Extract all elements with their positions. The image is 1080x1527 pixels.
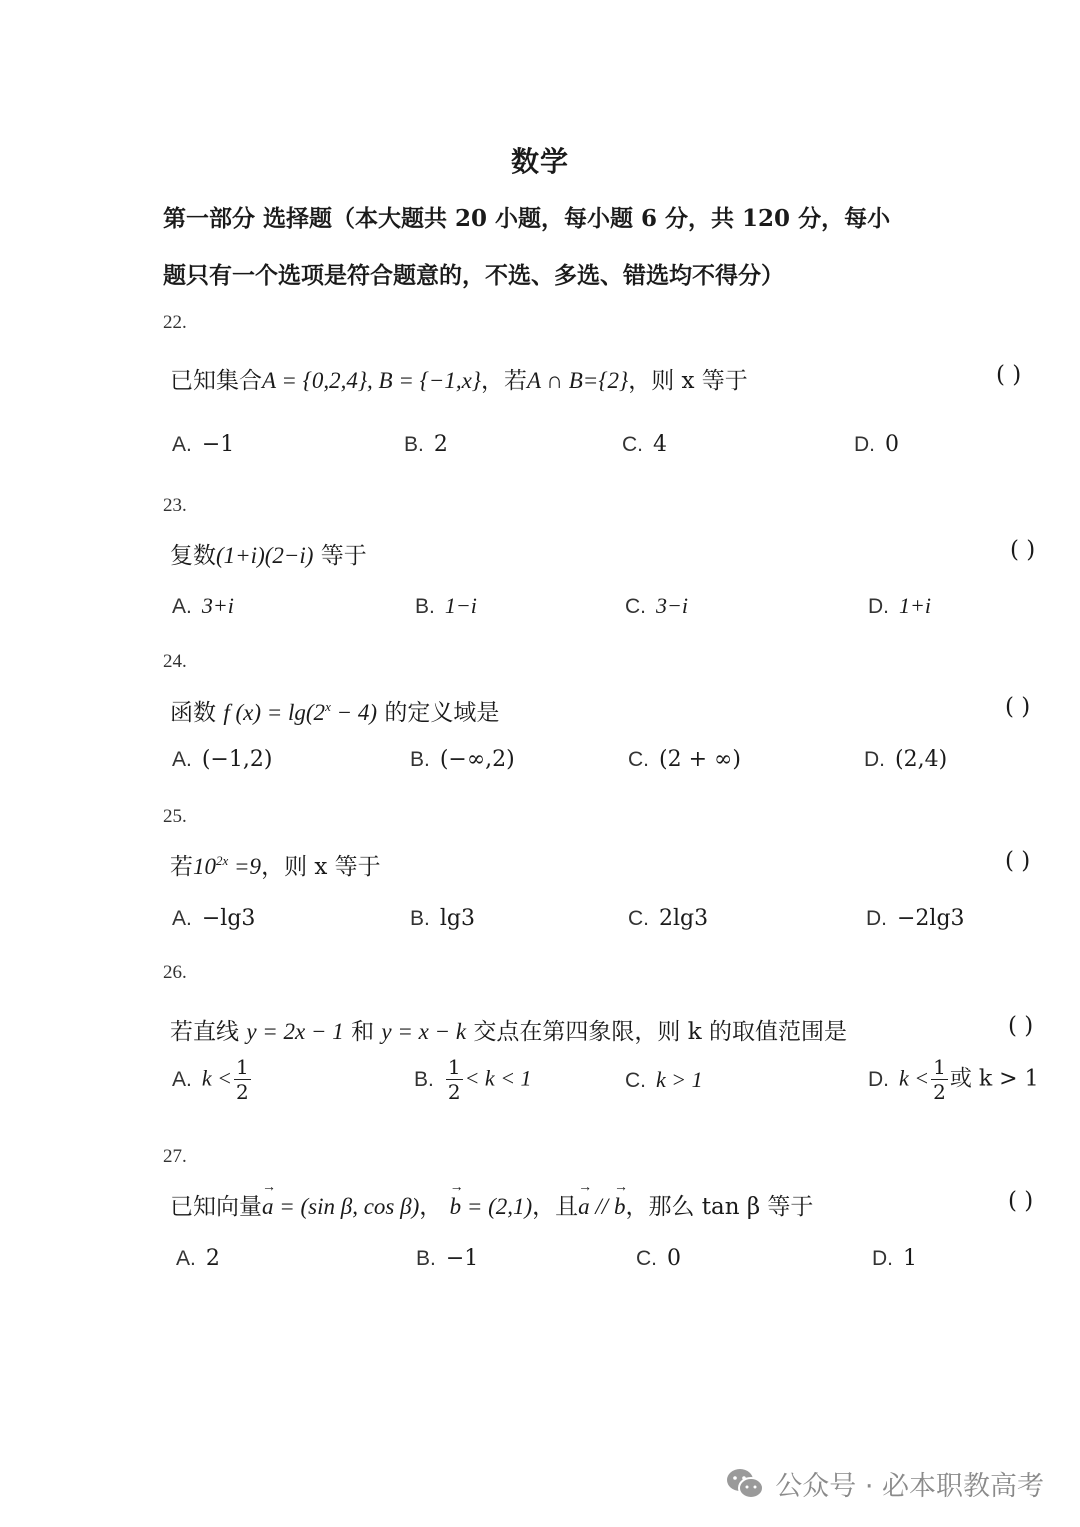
- option-d: D. 1+i: [868, 593, 931, 618]
- question-number: 26.: [163, 962, 187, 983]
- option-a: A. k < $\frac{1}{2}$: [172, 1055, 249, 1104]
- vector-a: → a: [578, 1194, 590, 1220]
- option-b: B. lg3: [410, 906, 475, 931]
- option-a: A. −1: [172, 432, 235, 457]
- section-header-line2: 题只有一个选项是符合题意的，不选、多选、错选均不得分）: [163, 262, 784, 289]
- option-d: D. 1: [872, 1246, 917, 1271]
- option-b: B. 2: [404, 432, 448, 457]
- option-d: D. −2lg3: [866, 906, 965, 931]
- option-a: A. 3+i: [172, 593, 234, 618]
- page-title: 数学: [510, 145, 569, 178]
- option-d: D. (2,4): [864, 747, 948, 772]
- option-c: C. 4: [622, 432, 667, 457]
- answer-bracket: ( ): [1008, 1013, 1034, 1039]
- option-c: C. 0: [636, 1246, 681, 1271]
- answer-bracket: ( ): [1005, 694, 1031, 720]
- answer-bracket: ( ): [996, 362, 1022, 388]
- watermark: [725, 1464, 1044, 1503]
- question-number: 25.: [163, 806, 187, 827]
- section-header-line1: 第一部分 选择题（本大题共 20 小题，每小题 6 分，共 120 分，每小: [163, 205, 891, 232]
- question-number: 23.: [163, 495, 187, 516]
- question-stem: 若$10^{2x} =9$，则 x 等于: [170, 853, 381, 880]
- question-number: 27.: [163, 1146, 187, 1167]
- option-b: B. 1−i: [415, 593, 477, 618]
- question-stem: 若直线 y = 2x − 1 和 y = x − k 交点在第四象限，则 k 的取值范围是: [170, 1019, 847, 1045]
- fraction: $\frac{1}{2}$: [933, 1055, 946, 1104]
- watermark-text: 公众号 · 必本职教高考: [775, 1471, 1044, 1502]
- question-stem: 函数 f $(x) = \lg(2^x - 4)$ 的定义域是: [170, 699, 500, 726]
- option-c: C. (2 + ∞): [628, 747, 741, 772]
- question-stem: 已知向量→ a = (sin β, cos β)， → b = (2,1)，且→ a // → b，那么 tan β 等于: [170, 1188, 813, 1221]
- option-b: B. (−∞,2): [410, 747, 515, 772]
- option-a: A. (−1,2): [172, 747, 273, 772]
- question-stem: 复数(1+i)(2−i) 等于: [170, 543, 367, 569]
- answer-bracket: ( ): [1010, 537, 1036, 563]
- option-d: D. 0: [854, 432, 899, 457]
- option-c: C. 2lg3: [628, 906, 709, 931]
- fraction: $\frac{1}{2}$: [235, 1055, 249, 1104]
- wechat-icon: [725, 1467, 765, 1501]
- question-stem: 已知集合A = {0,2,4}, B = {−1,x}，若A ∩ B={2}，则 x 等于: [170, 368, 748, 394]
- option-a: A. −lg3: [172, 906, 256, 931]
- vector-a: → a: [262, 1194, 274, 1220]
- option-b: B. −1: [416, 1246, 479, 1271]
- option-c: C. k > 1: [625, 1067, 703, 1092]
- answer-bracket: ( ): [1005, 848, 1031, 874]
- option-c: C. 3−i: [625, 593, 688, 618]
- option-d: D. k < $\frac{1}{2}$ 或 k > 1: [868, 1055, 1039, 1104]
- answer-bracket: ( ): [1008, 1188, 1034, 1214]
- option-b: B. $\frac{1}{2}$ < k < 1: [414, 1055, 532, 1104]
- vector-b: → b: [614, 1194, 626, 1220]
- fraction: $\frac{1}{2}$: [447, 1055, 461, 1104]
- option-a: A. 2: [176, 1246, 220, 1271]
- question-number: 22.: [163, 312, 187, 333]
- vector-b: → b: [450, 1194, 462, 1220]
- question-number: 24.: [163, 651, 187, 672]
